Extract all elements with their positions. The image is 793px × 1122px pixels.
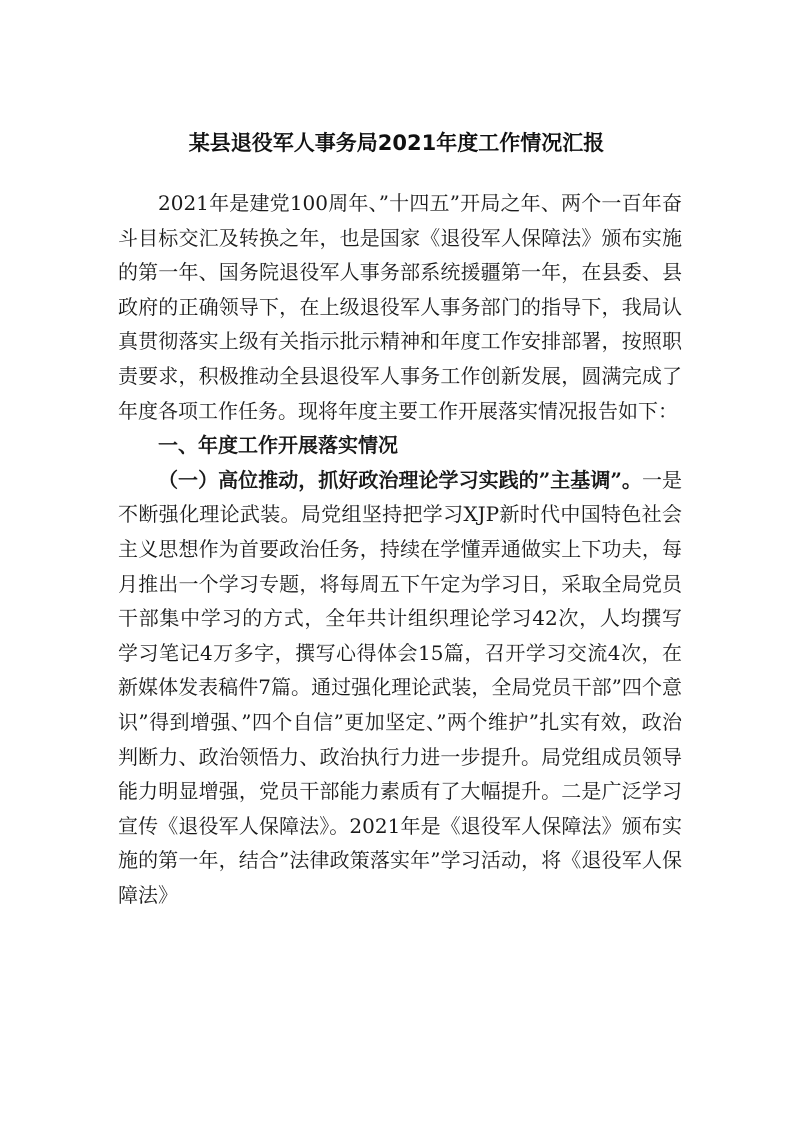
document-body	[118, 186, 682, 912]
intro-paragraph: 2021年是建党100周年、”十四五”开局之年、两个一百年奋斗目标交汇及转换之年，也是国家《退役军人保障法》颁布实施的第一年、国务院退役军人事务部系统援疆第一年，在县委、县政府的正确领导下，在上级退役军人事务部门的指导下，我局认真贯彻落实上级有关指示批示精神和年度工作安排部署，按照职责要求，积极推动全县退役军人事务工作创新发展，圆满完成了年度各项工作任务。现将年度主要工作开展落实情况报告如下：	[118, 191, 682, 423]
document-title: 某县退役军人事务局2021年度工作情况汇报	[188, 131, 605, 155]
subsection-body: 一是不断强化理论武装。局党组坚持把学习XJP新时代中国特色社会主义思想作为首要政治任务，持续在学懂弄通做实上下功夫，每月推出一个学习专题，将每周五下午定为学习日，采取全局党员干部集中学习的方式，全年共计组织理论学习42次，人均撰写学习笔记4万多字，撰写心得体会15篇，召开学习交流4次，在新媒体发表稿件7篇。通过强化理论武装，全局党员干部”四个意识”得到增强、”四个自信”更加坚定、”两个维护”扎实有效，政治判断力、政治领悟力、政治执行力进一步提升。局党组成员领导能力明显增强，党员干部能力素质有了大幅提升。二是广泛学习宣传《退役军人保障法》。2021年是《退役军人保障法》颁布实施的第一年，结合”法律政策落实年”学习活动，将《退役军人保障法》	[118, 467, 683, 907]
subsection-heading: （一）高位推动，抓好政治理论学习实践的”主基调”。	[158, 467, 642, 492]
subsection-paragraph	[118, 463, 682, 913]
section-heading: 一、年度工作开展落实情况	[158, 433, 398, 458]
